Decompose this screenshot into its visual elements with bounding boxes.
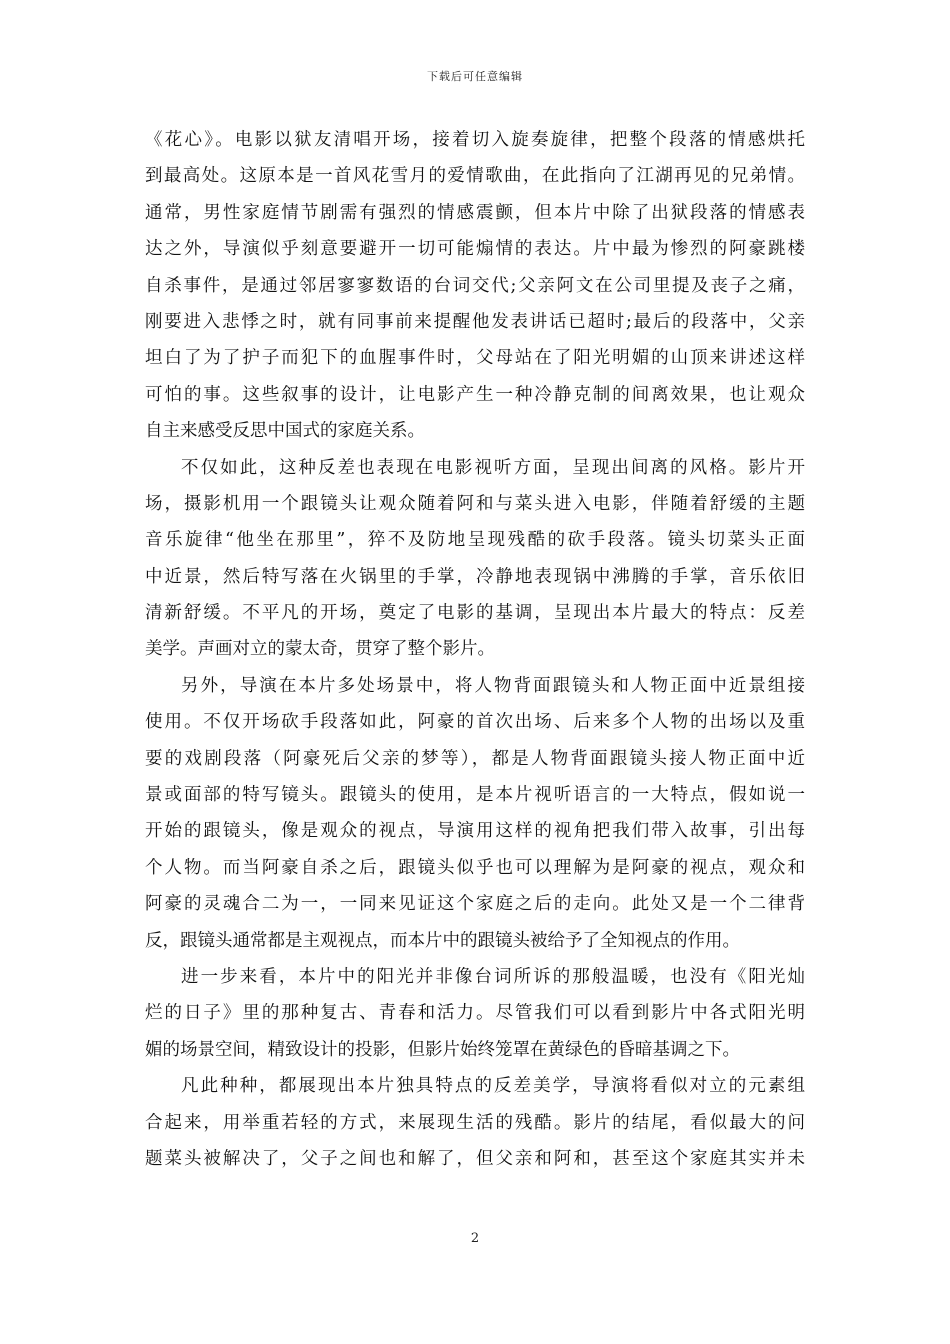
text-line: 中近景，然后特写落在火锅里的手掌，冷静地表现锅中沸腾的手掌，音乐依旧 <box>145 566 805 587</box>
text-line: 清新舒缓。不平凡的开场，奠定了电影的基调，呈现出本片最大的特点：反差 <box>145 603 805 624</box>
text-line: 刚要进入悲悸之时，就有同事前来提醒他发表讲话已超时;最后的段落中，父亲 <box>145 311 805 332</box>
text-line: 反，跟镜头通常都是主观视点，而本片中的跟镜头被给予了全知视点的作用。 <box>145 930 740 951</box>
paragraph <box>145 1068 805 1177</box>
text-line: 凡此种种，都展现出本片独具特点的反差美学，导演将看似对立的元素组 <box>181 1076 805 1097</box>
text-line: 另外，导演在本片多处场景中，将人物背面跟镜头和人物正面中近景组接 <box>181 675 805 696</box>
text-line: 到最高处。这原本是一首风花雪月的爱情歌曲，在此指向了江湖再见的兄弟情。 <box>145 166 805 187</box>
page-number: 2 <box>470 1231 480 1246</box>
text-line: 要的戏剧段落（阿豪死后父亲的梦等），都是人物背面跟镜头接人物正面中近 <box>145 748 805 769</box>
text-line: 进一步来看，本片中的阳光并非像台词所诉的那般温暖，也没有《阳光灿 <box>181 966 805 987</box>
text-line: 自主来感受反思中国式的家庭关系。 <box>145 421 425 442</box>
paragraph <box>145 668 805 959</box>
text-line: 个人物。而当阿豪自杀之后，跟镜头似乎也可以理解为是阿豪的视点，观众和 <box>145 857 805 878</box>
text-line: 场，摄影机用一个跟镜头让观众随着阿和与菜头进入电影，伴随着舒缓的主题 <box>145 493 805 514</box>
text-line: 合起来，用举重若轻的方式，来展现生活的残酷。影片的结尾，看似最大的问 <box>145 1112 805 1133</box>
text-line: 不仅如此，这种反差也表现在电影视听方面，呈现出间离的风格。影片开 <box>181 457 805 478</box>
text-line: 题菜头被解决了，父子之间也和解了，但父亲和阿和，甚至这个家庭其实并未 <box>145 1148 805 1169</box>
document-body <box>145 122 805 1177</box>
text-line: 音乐旋律“他坐在那里”，猝不及防地呈现残酷的砍手段落。镜头切菜头正面 <box>145 530 805 551</box>
page-header: 下载后可任意编辑 <box>427 70 523 83</box>
text-line: 美学。声画对立的蒙太奇，贯穿了整个影片。 <box>145 639 495 660</box>
text-line: 通常，男性家庭情节剧需有强烈的情感震颤，但本片中除了出狱段落的情感表 <box>145 202 805 223</box>
paragraph <box>145 450 805 668</box>
text-line: 自杀事件，是通过邻居寥寥数语的台词交代;父亲阿文在公司里提及丧子之痛， <box>145 275 805 296</box>
text-line: 阿豪的灵魂合二为一，一同来见证这个家庭之后的走向。此处又是一个二律背 <box>145 894 805 915</box>
text-line: 媚的场景空间，精致设计的投影，但影片始终笼罩在黄绿色的昏暗基调之下。 <box>145 1039 740 1060</box>
text-line: 达之外，导演似乎刻意要避开一切可能煽情的表达。片中最为惨烈的阿豪跳楼 <box>145 239 805 260</box>
text-line: 《花心》。电影以狱友清唱开场，接着切入旋奏旋律，把整个段落的情感烘托 <box>145 130 805 150</box>
paragraph <box>145 122 805 450</box>
text-line: 烂的日子》里的那种复古、青春和活力。尽管我们可以看到影片中各式阳光明 <box>145 1003 805 1024</box>
text-line: 坦白了为了护子而犯下的血腥事件时，父母站在了阳光明媚的山顶来讲述这样 <box>145 348 805 369</box>
text-line: 景或面部的特写镜头。跟镜头的使用，是本片视听语言的一大特点，假如说一 <box>145 785 805 806</box>
text-line: 开始的跟镜头，像是观众的视点，导演用这样的视角把我们带入故事，引出每 <box>145 821 805 842</box>
text-line: 可怕的事。这些叙事的设计，让电影产生一种冷静克制的间离效果，也让观众 <box>145 384 805 405</box>
paragraph <box>145 959 805 1068</box>
text-line: 使用。不仅开场砍手段落如此，阿豪的首次出场、后来多个人物的出场以及重 <box>145 712 805 733</box>
